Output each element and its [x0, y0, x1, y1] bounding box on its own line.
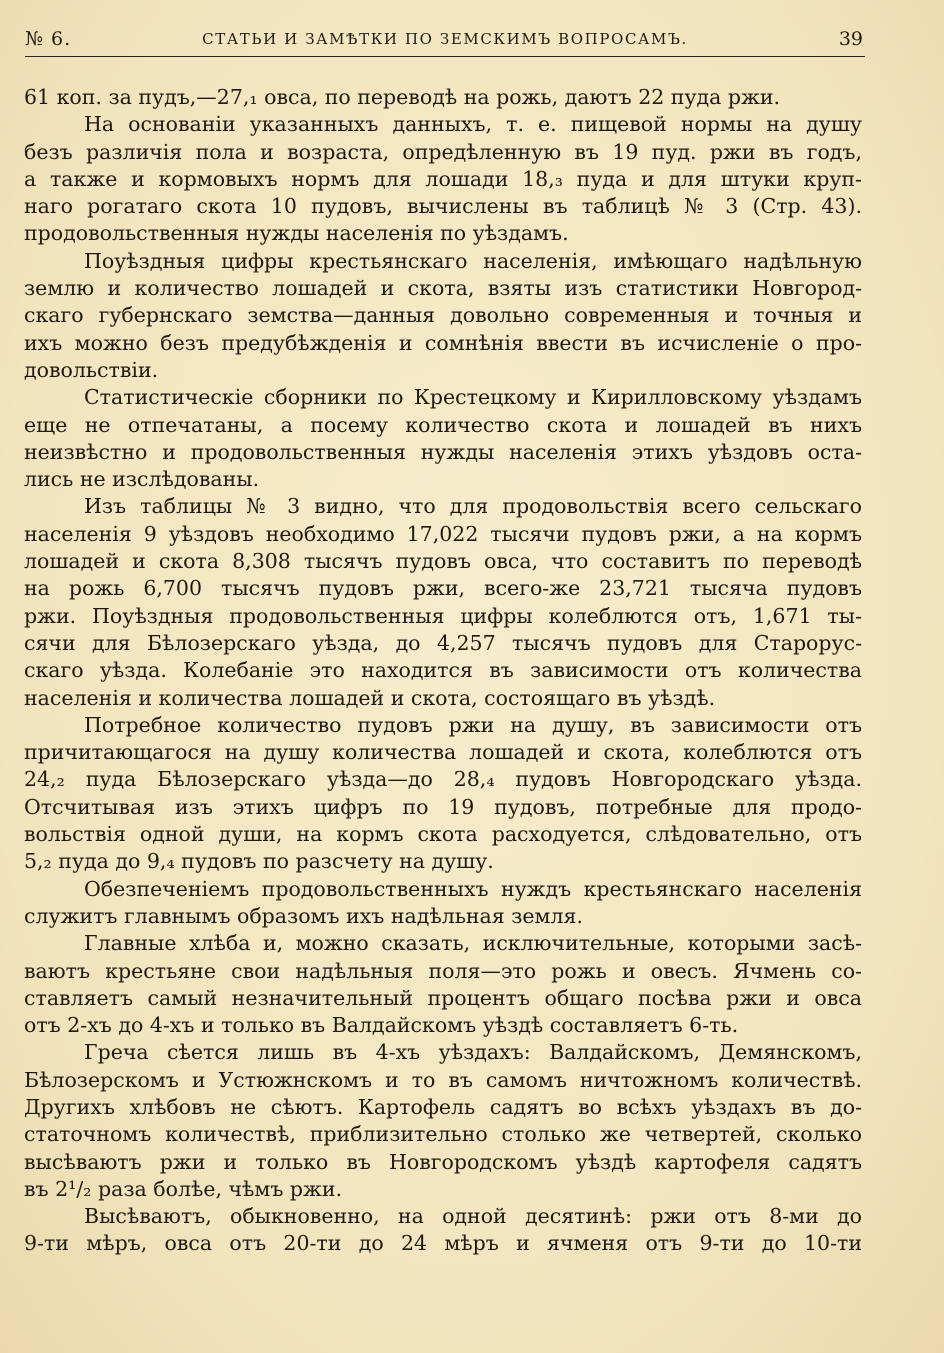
text-line: сячи для Бѣлозерскаго уѣзда, до 4,257 тысячъ пудовъ для Старорус-	[24, 630, 862, 655]
text-line: населенія и количества лошадей и скота, состоящаго въ уѣздѣ.	[24, 685, 716, 710]
text-line: Поуѣздныя цифры крестьянскаго населенія, имѣющаго надѣльную	[84, 248, 862, 273]
text-line: неизвѣстно и продовольственныя нужды населенія этихъ уѣздовъ оста-	[24, 439, 862, 464]
text-line: продовольственныя нужды населенія по уѣздамъ.	[24, 221, 569, 246]
text-line: вольствія одной души, на кормъ скота расходуется, слѣдовательно, отъ	[24, 822, 862, 847]
running-header	[25, 28, 865, 57]
text-line: отъ 2-хъ до 4-хъ и только въ Валдайскомъ уѣздѣ составляетъ 6-ть.	[24, 1013, 739, 1038]
text-line: скаго губернскаго земства—данныя довольно современныя и точныя и	[24, 303, 862, 328]
text-line: 9-ти мѣръ, овса отъ 20-ти до 24 мѣръ и ячменя отъ 9-ти до 10-ти	[24, 1231, 862, 1256]
text-line: Греча сѣется лишь въ 4-хъ уѣздахъ: Валдайскомъ, Демянскомъ,	[84, 1040, 862, 1065]
text-line: лошадей и скота 8,308 тысячъ пудовъ овса, что составитъ по переводѣ	[24, 549, 862, 574]
text-line: ваютъ крестьяне свои надѣльныя поля—это рожь и овесъ. Ячмень со-	[24, 958, 862, 983]
text-line: Отсчитывая изъ этихъ цифръ по 19 пудовъ, потребные для продо-	[24, 794, 862, 819]
text-line: въ 2¹/₂ раза болѣе, чѣмъ ржи.	[24, 1176, 343, 1201]
text-line: ихъ можно безъ предубѣжденія и сомнѣнія ввести въ исчисленіе о про-	[24, 330, 862, 355]
text-line: Обезпеченіемъ продовольственныхъ нуждъ крестьянскаго населенія	[84, 876, 862, 901]
text-line: ставляетъ самый незначительный процентъ общаго посѣва ржи и овса	[24, 985, 862, 1010]
text-line: служитъ главнымъ образомъ ихъ надѣльная земля.	[24, 903, 583, 928]
text-line: землю и количество лошадей и скота, взяты изъ статистики Новгород-	[24, 276, 862, 301]
text-line: Бѣлозерскомъ и Устюжнскомъ и то въ самомъ ничтожномъ количествѣ.	[24, 1067, 862, 1092]
text-line: 5,₂ пуда до 9,₄ пудовъ по разсчету на душу.	[24, 849, 494, 874]
text-line: безъ различія пола и возраста, опредѣленную въ 19 пуд. ржи въ годъ,	[24, 139, 862, 164]
text-line: статочномъ количествѣ, приблизительно столько же четвертей, сколько	[24, 1122, 862, 1147]
text-line: Статистическіе сборники по Крестецкому и Кирилловскому уѣздамъ	[84, 385, 862, 410]
text-line: наго рогатаго скота 10 пудовъ, вычислены въ таблицѣ № 3 (Стр. 43).	[24, 194, 862, 219]
text-line: на рожь 6,700 тысячъ пудовъ ржи, всего-же 23,721 тысяча пудовъ	[24, 576, 862, 601]
text-line: еще не отпечатаны, а посему количество скота и лошадей въ нихъ	[24, 412, 862, 437]
text-line: а также и кормовыхъ нормъ для лошади 18,₃ пуда и для штуки круп-	[24, 166, 862, 191]
text-line: ржи. Поуѣздныя продовольственныя цифры колеблются отъ, 1,671 ты-	[24, 603, 862, 628]
text-line: 61 коп. за пудъ,—27,₁ овса, по переводѣ на рожь, даютъ 22 пуда ржи.	[24, 85, 781, 109]
header-title: СТАТЬИ И ЗАМѢТКИ ПО ЗЕМСКИМЪ ВОПРОСАМЪ.	[202, 30, 688, 48]
text-line: Высѣваютъ, обыкновенно, на одной десятинѣ: ржи отъ 8-ми до	[84, 1204, 862, 1229]
issue-number: № 6.	[25, 28, 72, 50]
text-line: причитающагося на душу количества лошадей и скота, колеблются отъ	[24, 740, 862, 765]
text-line: Главные хлѣба и, можно сказать, исключительные, которыми засѣ-	[84, 931, 862, 956]
text-line: высѣваютъ ржи и только въ Новгородскомъ уѣздѣ картофеля садятъ	[24, 1149, 862, 1174]
text-line: населенія 9 уѣздовъ необходимо 17,022 тысячи пудовъ ржи, а на кормъ	[24, 521, 862, 546]
text-line: 24,₂ пуда Бѣлозерскаго уѣзда—до 28,₄ пудовъ Новгородскаго уѣзда.	[24, 767, 862, 792]
text-line: Изъ таблицы № 3 видно, что для продовольствія всего сельскаго	[84, 494, 862, 519]
text-line: скаго уѣзда. Колебаніе это находится въ зависимости отъ количества	[24, 658, 862, 683]
text-line: лись не изслѣдованы.	[24, 467, 260, 492]
text-line: довольствіи.	[24, 357, 159, 382]
article-body	[24, 84, 862, 1258]
text-line: Потребное количество пудовъ ржи на душу, въ зависимости отъ	[84, 712, 862, 737]
text-line: Другихъ хлѣбовъ не сѣютъ. Картофель садятъ во всѣхъ уѣздахъ въ до-	[24, 1094, 862, 1119]
text-line: На основаніи указанныхъ данныхъ, т. е. пищевой нормы на душу	[84, 112, 862, 137]
page-number: 39	[838, 28, 863, 50]
